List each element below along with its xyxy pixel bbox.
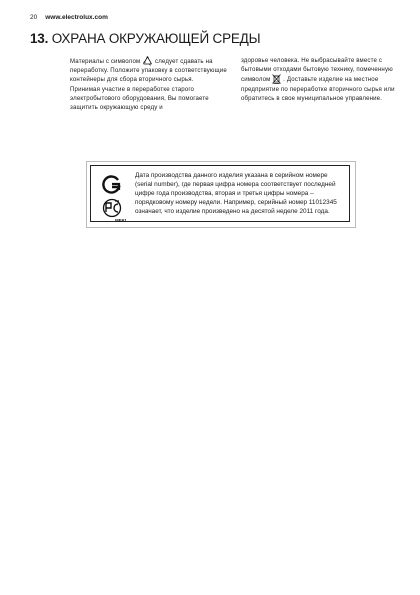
paragraph-packaging: Материалы с символом следует сдавать на переработку. Положите упаковку в соответствующие контейнеры для сбора вторичного сырья. (70, 58, 227, 84)
page-header (30, 14, 108, 21)
paragraph-disposal: здоровье человека. Не выбрасывайте вместе с бытовыми отходами бытовую технику, помеченную символом . Доставьте изделие на местное предприятие по переработке вторичного сырья или обратитесь в свое муниципальное управление. (241, 57, 395, 102)
right-text-column (241, 56, 403, 103)
crossed-wheelie-bin-icon (272, 74, 281, 84)
left-text-column (70, 56, 232, 112)
section-number: 13. (30, 31, 49, 46)
g-certification-icon (101, 174, 123, 194)
pct-certification-icon (101, 198, 123, 218)
section-title (30, 31, 260, 46)
recycle-icon (142, 56, 153, 66)
notice-text: Дата производства данного изделия указана в серийном номере (serial number), где первая цифра номера соответствует последней цифре года производства, вторая и третья цифры номера – порядковому номеру недели. Например, серийный номер 11012345 означает, что изделие произведено на десятой неделе 2011 года. (135, 172, 337, 215)
page-number: 20 (30, 14, 38, 21)
paragraph-recycling: Принимая участие в переработке старого электробытового оборудования, Вы помогаете защитить окружающую среду и (70, 85, 209, 112)
section-title-text: ОХРАНА ОКРУЖАЮЩЕЙ СРЕДЫ (51, 31, 261, 46)
certification-code: ME61 (115, 218, 127, 223)
website-url[interactable]: www.electrolux.com (45, 14, 108, 21)
production-date-notice (90, 165, 350, 222)
